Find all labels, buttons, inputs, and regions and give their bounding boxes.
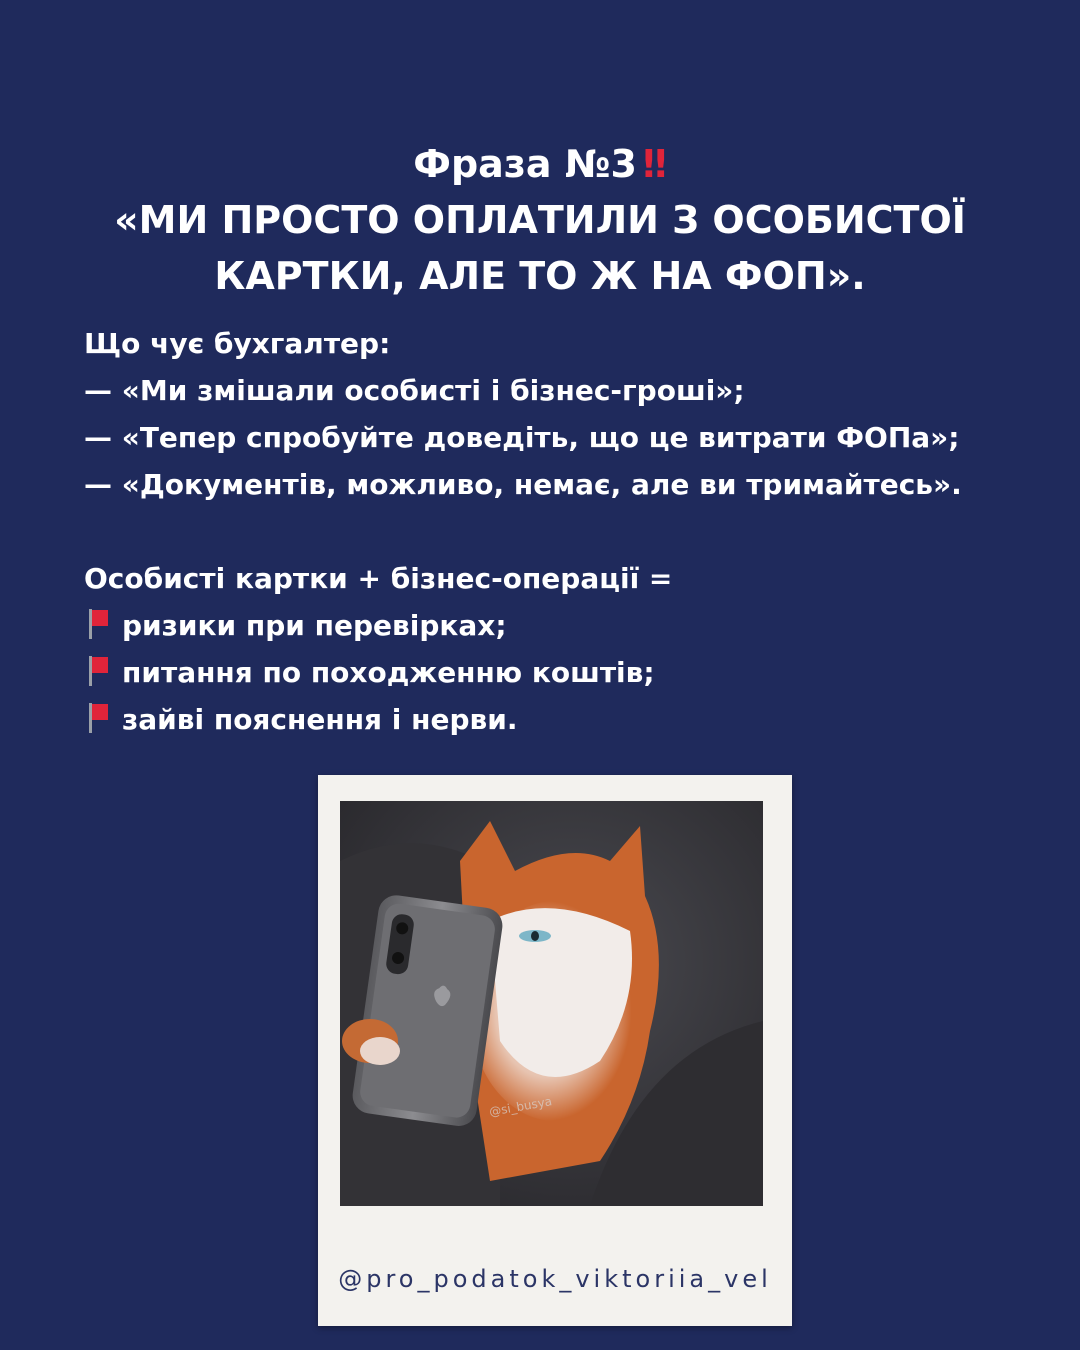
polaroid-frame <box>318 775 792 1326</box>
red-flag-icon <box>84 703 110 733</box>
risk-item-label: зайві пояснення і нерви. <box>122 703 518 736</box>
accountant-item: — «Тепер спробуйте доведіть, що це витрати ФОПа»; <box>84 421 960 454</box>
cat-with-phone-photo <box>340 801 763 1206</box>
headline-line-2: КАРТКИ, АЛЕ ТО Ж НА ФОП». <box>214 254 866 298</box>
body-text <box>84 320 1024 743</box>
author-handle: @pro_podatok_viktoriia_vel <box>338 1265 772 1293</box>
risk-item <box>84 696 1024 743</box>
red-flag-icon <box>84 656 110 686</box>
headline-line-1: «МИ ПРОСТО ОПЛАТИЛИ З ОСОБИСТОЇ <box>114 198 966 242</box>
phrase-label: Фраза №3 <box>413 142 637 186</box>
phrase-title <box>60 138 1020 190</box>
risk-item-label: питання по походженню коштів; <box>122 656 655 689</box>
title-block <box>60 138 1020 304</box>
risk-item <box>84 602 1024 649</box>
risk-item <box>84 649 1024 696</box>
double-exclamation-icon: ‼ <box>642 142 667 186</box>
spacer <box>84 508 1024 555</box>
risks-heading: Особисті картки + бізнес-операції = <box>84 562 673 595</box>
accountant-item: — «Ми змішали особисті і бізнес-гроші»; <box>84 374 745 407</box>
red-flag-icon <box>84 609 110 639</box>
photo-watermark: @si_busya <box>488 1094 554 1119</box>
accountant-item: — «Документів, можливо, немає, але ви тримайтесь». <box>84 468 962 501</box>
accountant-heading: Що чує бухгалтер: <box>84 327 391 360</box>
headline <box>60 192 1020 304</box>
risk-item-label: ризики при перевірках; <box>122 609 507 642</box>
